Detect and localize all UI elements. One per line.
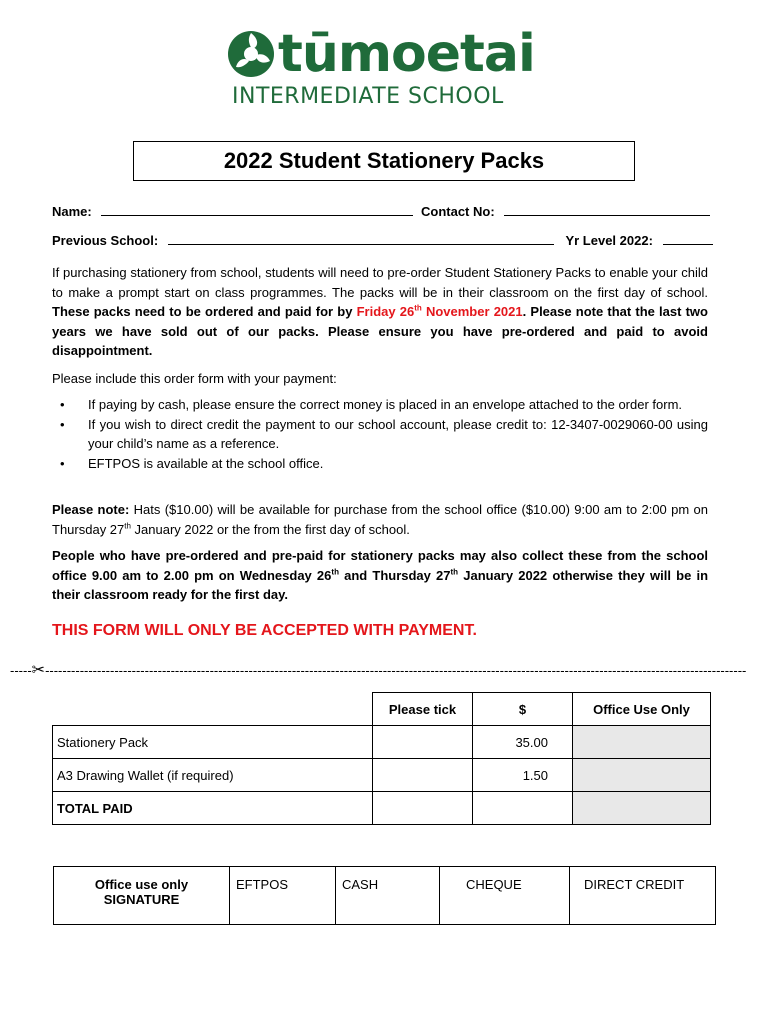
table-row	[53, 759, 711, 792]
hats-note	[52, 500, 708, 539]
price-drawing-wallet: 1.50	[473, 759, 573, 792]
school-level-row	[52, 232, 702, 248]
bullet-direct-credit: • If you wish to direct credit the payment to our school account, please credit to: 12-3407-0029060-00 using your child’s name as a reference.	[60, 415, 708, 454]
cut-line	[10, 660, 750, 680]
header-please-tick: Please tick	[373, 693, 473, 726]
yr-level-field[interactable]	[663, 232, 713, 245]
deadline-month: November 2021	[421, 304, 523, 319]
previous-school-field[interactable]	[168, 232, 554, 245]
header-blank	[53, 693, 373, 726]
method-eftpos[interactable]: EFTPOS	[230, 867, 336, 925]
price-stationery-pack: 35.00	[473, 726, 573, 759]
collect-text-2: and Thursday 27	[338, 567, 451, 583]
collect-sup-2: th	[450, 567, 459, 577]
name-label: Name:	[52, 204, 92, 219]
bullet-cash: • If paying by cash, please ensure the correct money is placed in an envelope attached to the order form.	[60, 395, 708, 415]
method-direct-credit[interactable]: DIRECT CREDIT	[570, 867, 716, 925]
signature-row	[54, 867, 716, 925]
header-price: $	[473, 693, 573, 726]
hats-note-text-end: January 2022 or the from the first day of school.	[130, 521, 410, 537]
previous-school-label: Previous School:	[52, 233, 159, 248]
deadline-date	[357, 304, 523, 319]
include-instruction: Please include this order form with your payment:	[52, 371, 337, 386]
bullet-eftpos: • EFTPOS is available at the school office.	[60, 454, 708, 474]
school-logo	[226, 24, 546, 118]
payment-bullets	[60, 395, 708, 473]
payment-warning: THIS FORM WILL ONLY BE ACCEPTED WITH PAYMENT.	[52, 622, 477, 639]
intro-paragraph	[52, 263, 708, 361]
hats-note-sup: th	[124, 521, 131, 531]
item-total-paid: TOTAL PAID	[53, 792, 373, 825]
contact-field[interactable]	[504, 203, 710, 216]
yr-level-label: Yr Level 2022:	[565, 233, 653, 248]
order-table	[52, 692, 711, 825]
deadline-day: Friday 26	[356, 304, 415, 319]
table-row	[53, 792, 711, 825]
signature-label: SIGNATURE	[103, 892, 180, 907]
office-signature-table	[53, 866, 716, 925]
collect-note	[52, 546, 708, 605]
form-title: 2022 Student Stationery Packs	[133, 141, 635, 181]
school-brand-name: tūmoetai	[278, 24, 535, 84]
item-stationery-pack: Stationery Pack	[53, 726, 373, 759]
name-field[interactable]	[101, 203, 413, 216]
tick-total-paid[interactable]	[373, 792, 473, 825]
office-use-only-label: Office use only	[94, 877, 189, 892]
office-stationery-pack	[573, 726, 711, 759]
office-total-paid	[573, 792, 711, 825]
sold-out-text: . Please note that the last two years we have sold out of our packs. Please ensure you have pre-ordered and paid to avoid disappointment.	[52, 304, 708, 358]
name-contact-row	[52, 203, 702, 219]
office-signature-label	[54, 867, 230, 925]
dash-right: ------------------------------------------------------------------------------------------------------------------------------------------------------------------	[45, 663, 747, 678]
contact-label: Contact No:	[421, 204, 495, 219]
intro-text: If purchasing stationery from school, students will need to pre-order Student Stationery Packs to enable your child to make a prompt start on class programmes. The packs will be in their classroom on the first day of school.	[52, 265, 708, 300]
price-total-paid[interactable]	[473, 792, 573, 825]
deadline-text: These packs need to be ordered and paid for by	[52, 304, 357, 319]
office-drawing-wallet	[573, 759, 711, 792]
item-drawing-wallet: A3 Drawing Wallet (if required)	[53, 759, 373, 792]
header-office-use: Office Use Only	[573, 693, 711, 726]
table-row	[53, 726, 711, 759]
collect-sup-1: th	[331, 567, 339, 577]
school-subtitle: INTERMEDIATE SCHOOL	[232, 84, 504, 109]
school-emblem-icon	[226, 29, 276, 79]
collect-text-1: People who have pre-ordered and pre-paid for stationery packs may also collect these from the school office 9.00 am to 2.00 pm on Wednesday 26	[52, 548, 708, 583]
dash-left: -----	[10, 663, 32, 678]
deadline-sup: th	[414, 303, 422, 313]
order-header-row	[53, 693, 711, 726]
method-cheque[interactable]: CHEQUE	[440, 867, 570, 925]
hats-note-label: Please note:	[52, 502, 130, 517]
collect-text-3: January 2022 otherwise they will be in their classroom ready for the first day.	[52, 567, 709, 602]
method-cash[interactable]: CASH	[336, 867, 440, 925]
scissors-icon: ✂	[31, 662, 46, 679]
tick-drawing-wallet[interactable]	[373, 759, 473, 792]
tick-stationery-pack[interactable]	[373, 726, 473, 759]
hats-note-text: Hats ($10.00) will be available for purchase from the school office ($10.00) 9:00 am to 2:00 pm on Thursday 27	[52, 502, 708, 537]
